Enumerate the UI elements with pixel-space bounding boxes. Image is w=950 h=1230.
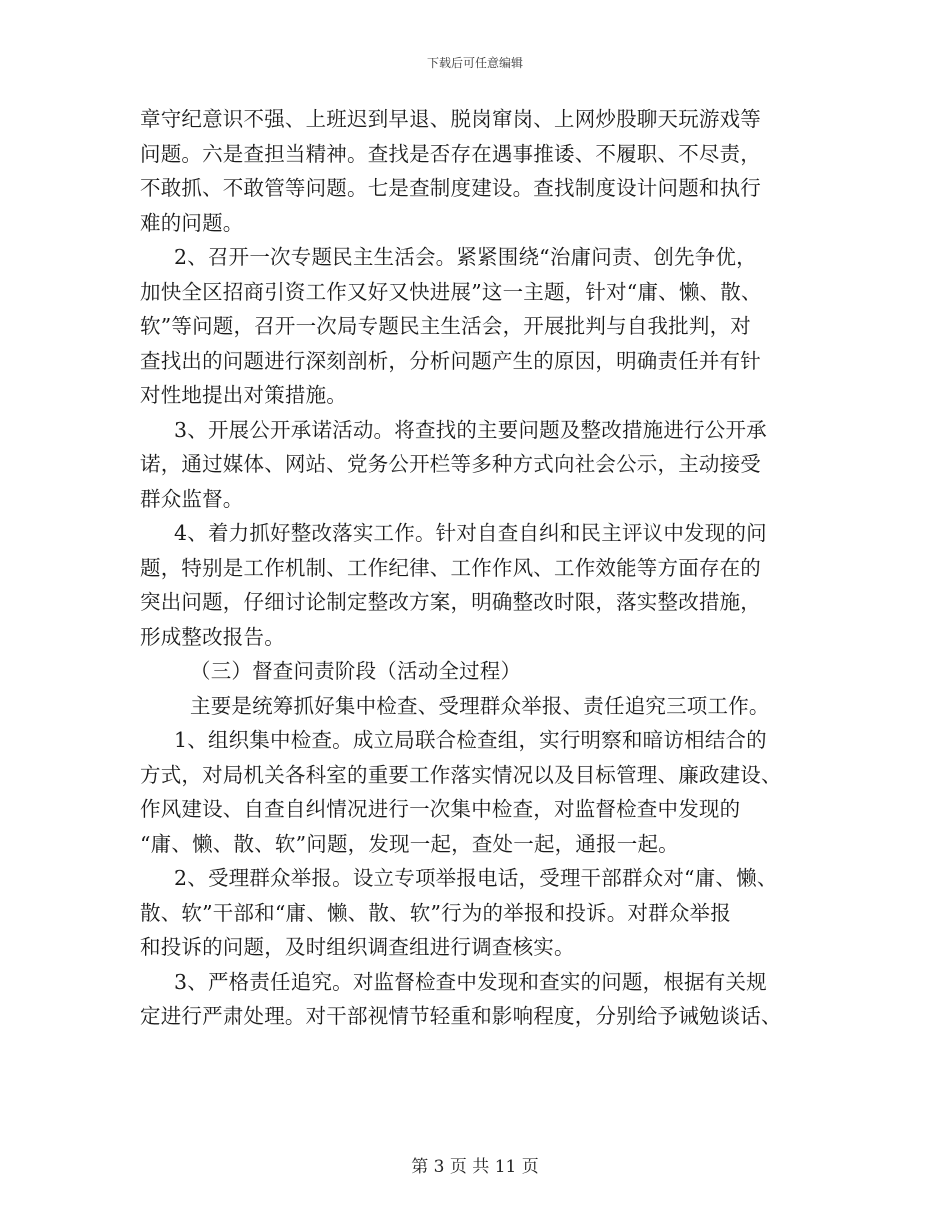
text-line: 定进行严肃处理。对干部视情节轻重和影响程度，分别给予诫勉谈话、	[140, 1004, 782, 1028]
text-line: 和投诉的问题，及时组织调查组进行调查核实。	[140, 935, 575, 959]
page-number: 第 3 页 共 11 页	[411, 1157, 539, 1177]
paragraph-start: 3、严格责任追究。对监督检查中发现和查实的问题，根据有关规	[174, 969, 767, 994]
text-line: 散、软”干部和“庸、懒、散、软”行为的举报和投诉。对群众举报	[140, 900, 731, 925]
text-line: 难的问题。	[140, 210, 244, 235]
text-line: 问题。六是查担当精神。查找是否存在遇事推诿、不履职、不尽责，	[140, 141, 761, 166]
text-line: 对性地提出对策措施。	[140, 383, 347, 407]
paragraph-start: 1、组织集中检查。成立局联合检查组，实行明察和暗访相结合的	[174, 728, 767, 752]
text-line: 加快全区招商引资工作又好又快进展”这一主题，针对“庸、懒、散、	[140, 279, 762, 304]
text-line: “庸、懒、散、软”问题，发现一起，查处一起，通报一起。	[140, 831, 679, 856]
text-line: 群众监督。	[140, 486, 244, 511]
document-body	[140, 102, 820, 1034]
paragraph-start: 2、召开一次专题民主生活会。紧紧围绕“治庸问责、创先争优，	[174, 245, 757, 269]
text-line: 突出问题，仔细讨论制定整改方案，明确整改时限，落实整改措施，	[140, 590, 761, 614]
text-line: 章守纪意识不强、上班迟到早退、脱岗窜岗、上网炒股聊天玩游戏等	[140, 107, 761, 131]
text-line: 题，特别是工作机制、工作纪律、工作作风、工作效能等方面存在的	[140, 555, 761, 580]
paragraph-start: 主要是统筹抓好集中检查、受理群众举报、责任追究三项工作。	[190, 693, 770, 718]
paragraph-start: 4、着力抓好整改落实工作。针对自查自纠和民主评议中发现的问	[174, 521, 767, 545]
paragraph-start: 2、受理群众举报。设立专项举报电话，受理干部群众对“庸、懒、	[174, 866, 778, 890]
text-line: 诺，通过媒体、网站、党务公开栏等多种方式向社会公示，主动接受	[140, 452, 761, 476]
section-heading: （三）督查问责阶段（活动全过程）	[190, 659, 522, 683]
text-line: 形成整改报告。	[140, 624, 285, 649]
text-line: 查找出的问题进行深刻剖析，分析问题产生的原因，明确责任并有针	[140, 348, 761, 373]
header-note: 下载后可任意编辑	[426, 56, 523, 70]
paragraph-start: 3、开展公开承诺活动。将查找的主要问题及整改措施进行公开承	[174, 417, 767, 442]
text-line: 方式，对局机关各科室的重要工作落实情况以及目标管理、廉政建设、	[140, 762, 782, 787]
text-line: 不敢抓、不敢管等问题。七是查制度建设。查找制度设计问题和执行	[140, 176, 761, 200]
text-line: 作风建设、自查自纠情况进行一次集中检查，对监督检查中发现的	[140, 797, 741, 821]
text-line: 软”等问题，召开一次局专题民主生活会，开展批判与自我批判，对	[140, 314, 751, 338]
